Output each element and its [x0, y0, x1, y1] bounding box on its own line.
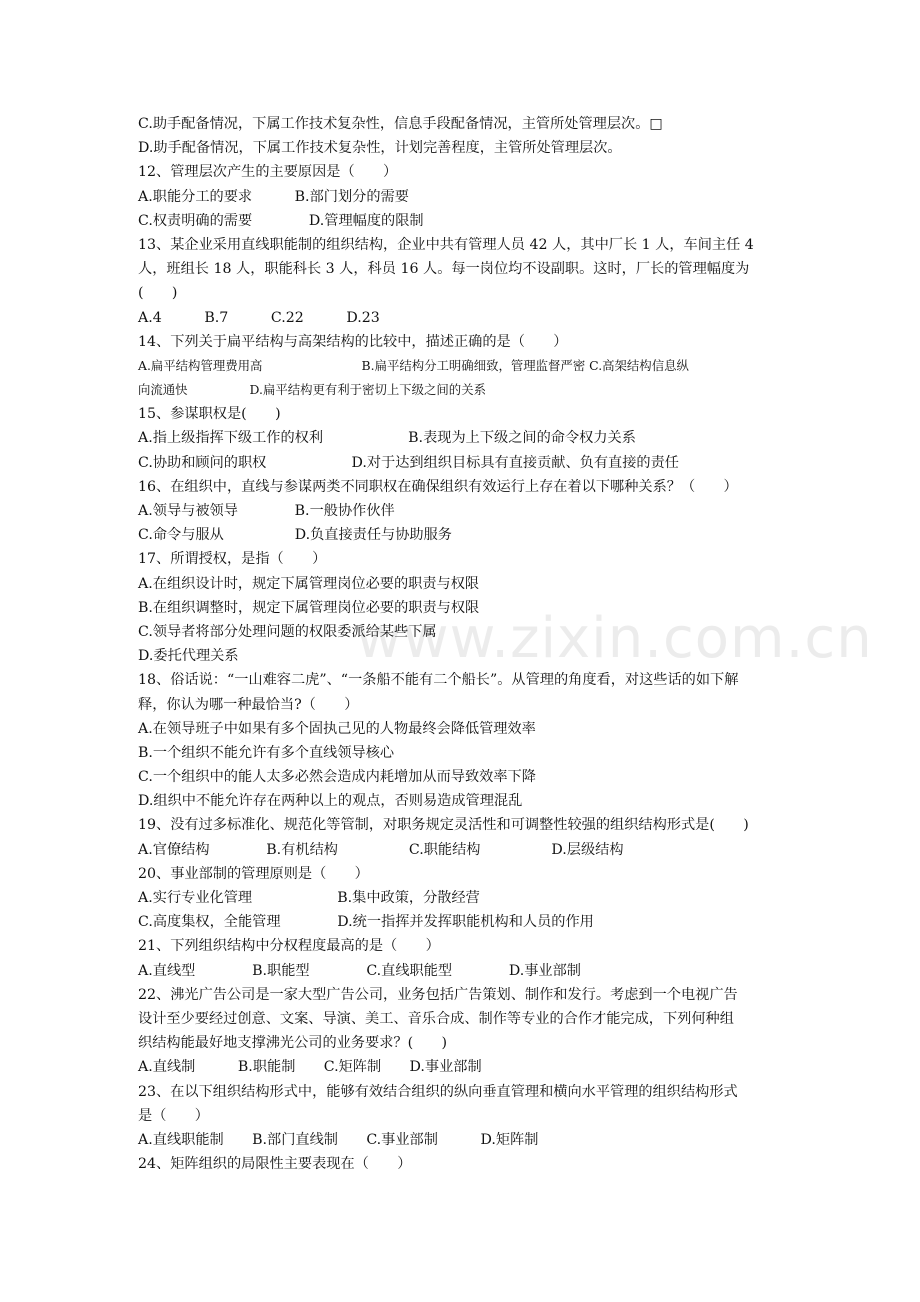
text-line: C.领导者将部分处理问题的权限委派给某些下属: [138, 623, 437, 640]
text-line: A.直线职能制 B.部门直线制 C.事业部制 D.矩阵制: [138, 1131, 539, 1148]
text-line: ( ): [138, 285, 178, 302]
text-line: A.直线型 B.职能型 C.直线职能型 D.事业部制: [138, 962, 581, 979]
text-line: A.官僚结构 B.有机结构 C.职能结构 D.层级结构: [138, 841, 624, 858]
text-line: D.助手配备情况，下属工作技术复杂性，计划完善程度，主管所处管理层次。: [138, 140, 622, 157]
text-line: 17、所谓授权，是指（ ）: [138, 551, 327, 568]
text-line: A.扁平结构管理费用高 B.扁平结构分工明确细致，管理监督严密 C.高架结构信息纵: [138, 357, 689, 373]
text-line: 12、管理层次产生的主要原因是（ ）: [138, 164, 398, 181]
text-line: C.一个组织中的能人太多必然会造成内耗增加从而导致效率下降: [138, 769, 536, 786]
text-line: 16、在组织中，直线与参谋两类不同职权在确保组织有效运行上存在着以下哪种关系？（ ）: [138, 478, 738, 495]
text-line: 13、某企业采用直线职能制的组织结构，企业中共有管理人员 42 人，其中厂长 1 人，车间主任 4: [138, 236, 754, 253]
text-line: 织结构能最好地支撑沸光公司的业务要求？( ): [138, 1035, 448, 1052]
text-line: 释，你认为哪一种最恰当?（ ）: [138, 696, 359, 713]
text-line: A.在组织设计时，规定下属管理岗位必要的职责与权限: [138, 575, 480, 592]
text-line: C.协助和顾问的职权 D.对于达到组织目标具有直接贡献、负有直接的责任: [138, 454, 679, 471]
watermark: www.zixin.com.cn: [356, 606, 873, 671]
text-line: C.助手配备情况，下属工作技术复杂性，信息手段配备情况，主管所处管理层次。□: [138, 116, 663, 132]
text-line: C.高度集权，全能管理 D.统一指挥并发挥职能机构和人员的作用: [138, 914, 594, 931]
text-line: 24、矩阵组织的局限性主要表现在（ ）: [138, 1156, 412, 1173]
text-line: B.一个组织不能允许有多个直线领导核心: [138, 744, 395, 761]
text-line: C.权责明确的需要 D.管理幅度的限制: [138, 212, 424, 229]
text-line: A.4 B.7 C.22 D.23: [138, 309, 380, 326]
text-line: A.领导与被领导 B.一般协作伙伴: [138, 503, 395, 519]
text-line: A.在领导班子中如果有多个固执己见的人物最终会降低管理效率: [138, 720, 536, 737]
text-line: 23、在以下组织结构形式中，能够有效结合组织的纵向垂直管理和横向水平管理的组织结构形式: [138, 1083, 738, 1100]
text-line: 是（ ）: [138, 1107, 209, 1124]
text-line: D.组织中不能允许存在两种以上的观点，否则易造成管理混乱: [138, 793, 523, 810]
text-line: D.委托代理关系: [138, 648, 239, 665]
text-line: A.指上级指挥下级工作的权利 B.表现为上下级之间的命令权力关系: [138, 430, 636, 447]
text-line: A.实行专业化管理 B.集中政策，分散经营: [138, 890, 480, 906]
text-line: 14、下列关于扁平结构与高架结构的比较中，描述正确的是（ ）: [138, 333, 568, 350]
text-line: 19、没有过多标准化、规范化等管制，对职务规定灵活性和可调整性较强的组织结构形式是( ): [138, 817, 749, 834]
text-line: 20、事业部制的管理原则是（ ）: [138, 865, 369, 882]
text-line: 向流通快 D.扁平结构更有利于密切上下级之间的关系: [138, 382, 486, 398]
text-line: 设计至少要经过创意、文案、导演、美工、音乐合成、制作等专业的合作才能完成，下列何种组: [138, 1010, 734, 1027]
text-line: 22、沸光广告公司是一家大型广告公司，业务包括广告策划、制作和发行。考虑到一个电视广告: [138, 986, 738, 1003]
text-line: C.命令与服从 D.负直接责任与协助服务: [138, 527, 452, 544]
text-line: B.在组织调整时，规定下属管理岗位必要的职责与权限: [138, 599, 480, 616]
text-line: 21、下列组织结构中分权程度最高的是（ ）: [138, 938, 440, 955]
document-body: [138, 112, 788, 1176]
text-line: 18、俗话说：“一山难容二虎”、“一条船不能有二个船长”。从管理的角度看，对这些话的如下解: [138, 672, 739, 689]
text-line: 15、参谋职权是( ): [138, 406, 281, 423]
text-line: A.职能分工的要求 B.部门划分的需要: [138, 188, 409, 205]
text-line: 人，班组长 18 人，职能科长 3 人，科员 16 人。每一岗位均不设副职。这时，厂长的管理幅度为: [138, 261, 750, 278]
text-line: A.直线制 B.职能制 C.矩阵制 D.事业部制: [138, 1059, 482, 1076]
